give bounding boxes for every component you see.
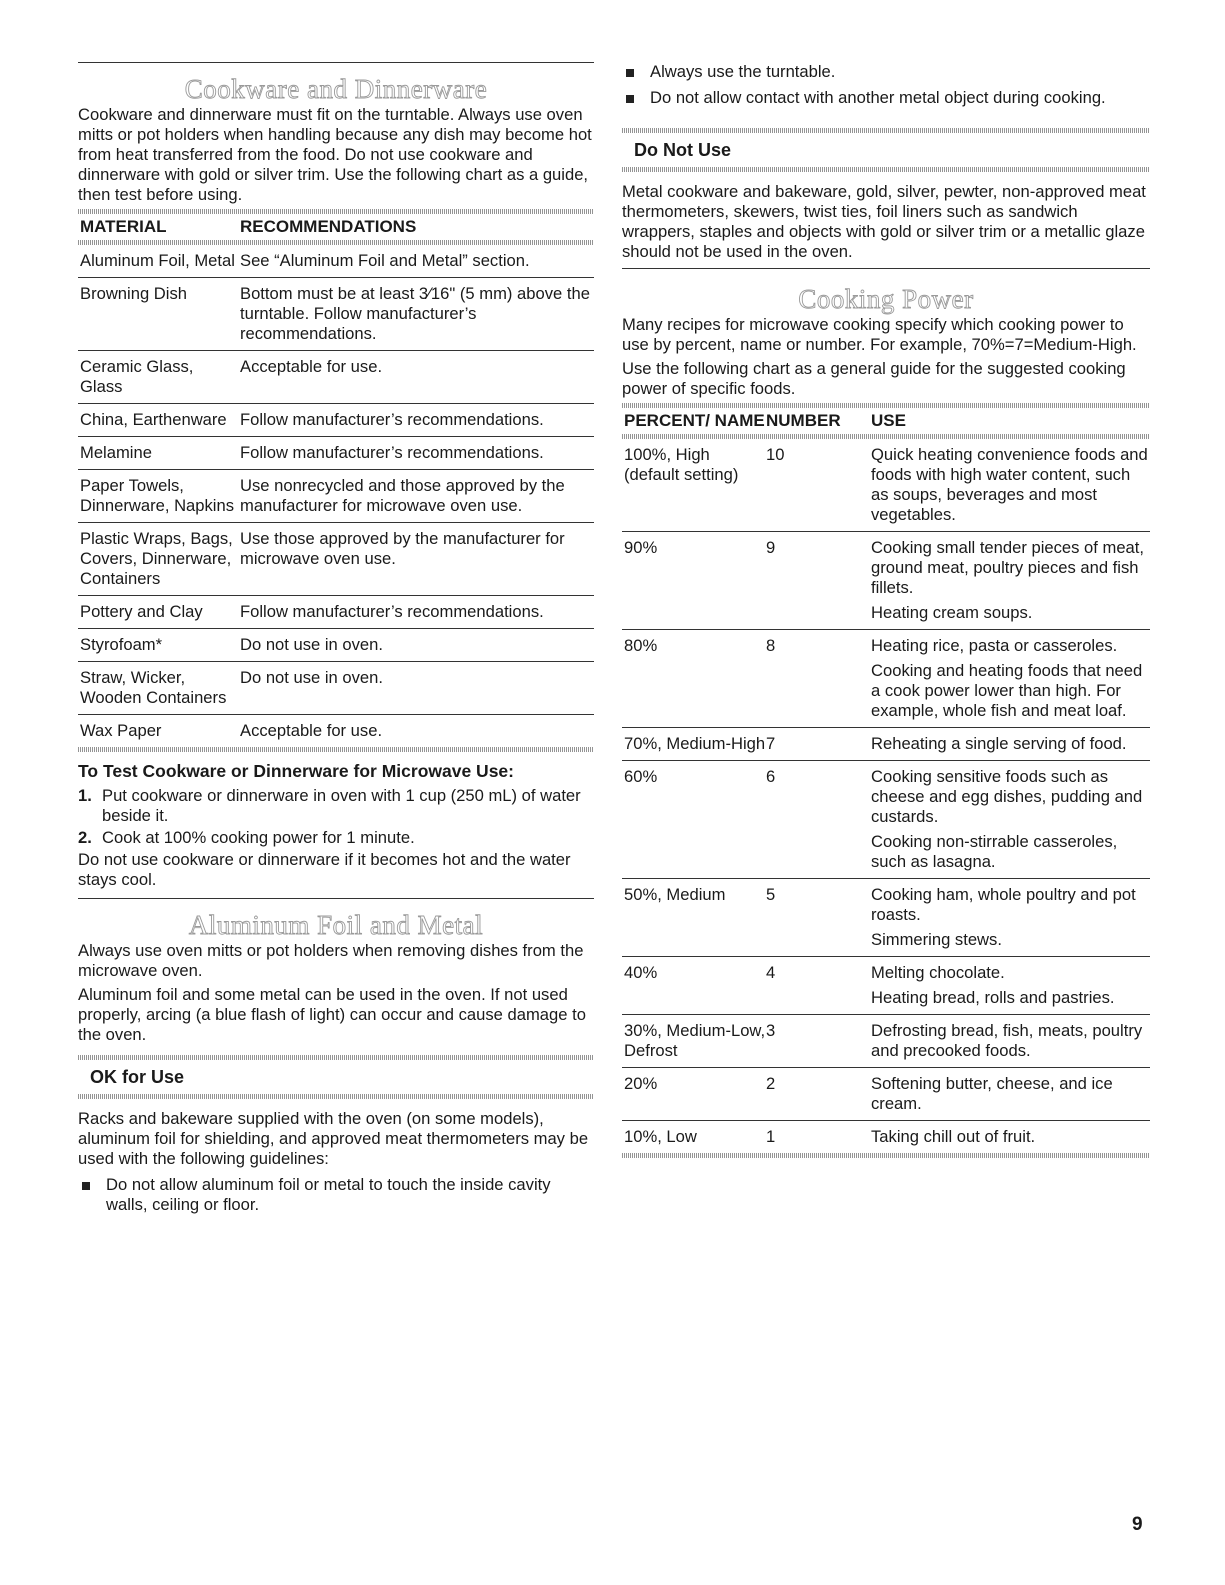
material-cell: Ceramic Glass, Glass (80, 357, 194, 396)
number-cell: 8 (766, 636, 776, 655)
foil-title: Aluminum Foil and Metal (188, 910, 484, 940)
material-cell: Melamine (80, 443, 152, 462)
list-item: Always use the turntable. (622, 62, 1150, 82)
dont-text: Metal cookware and bakeware, gold, silver, pewter, non-approved meat thermometers, skewers, twist ties, foil liners such as sandwich wrappers, staples and objects with gold or silver trim or a metallic glaze should not be used in the oven. (622, 182, 1146, 261)
percent-cell: 100%, High (default setting) (624, 445, 739, 484)
material-cell: Wax Paper (80, 721, 162, 740)
table-row (78, 277, 594, 350)
recommendation-cell: Follow manufacturer’s recommendations. (240, 443, 544, 462)
use-cell (871, 538, 1148, 623)
use-cell (871, 1021, 1148, 1061)
cookware-table-header (78, 214, 594, 240)
ok-bullets-right (622, 62, 1150, 108)
step-text: Cook at 100% cooking power for 1 minute. (102, 828, 415, 847)
percent-cell: 80% (624, 636, 658, 655)
use-line: Heating cream soups. (871, 603, 1033, 622)
dont-heading: Do Not Use (634, 140, 732, 160)
recommendation-cell: Bottom must be at least 3⁄16" (5 mm) above the turntable. Follow manufacturer’s recommendations. (240, 284, 590, 343)
power-table-header (622, 408, 1150, 434)
use-cell (871, 1074, 1148, 1114)
left-column (78, 62, 594, 1221)
table-row (78, 661, 594, 714)
material-cell: Straw, Wicker, Wooden Containers (80, 668, 227, 707)
recommendation-cell: Follow manufacturer’s recommendations. (240, 410, 544, 429)
number-cell: 6 (766, 767, 776, 786)
power-title: Cooking Power (798, 284, 974, 314)
use-line: Heating bread, rolls and pastries. (871, 988, 1115, 1007)
table-row (622, 629, 1150, 727)
cookware-table (78, 209, 594, 752)
power-paragraph-2: Use the following chart as a general guide for the suggested cooking power of specific foods. (622, 359, 1126, 398)
recommendation-cell: Use those approved by the manufacturer for microwave oven use. (240, 529, 565, 568)
ok-bullets-left (78, 1175, 594, 1215)
recommendation-cell: Use nonrecycled and those approved by the manufacturer for microwave oven use. (240, 476, 565, 515)
section-divider (78, 62, 594, 63)
use-line: Cooking non-stirrable casseroles, such as lasagna. (871, 832, 1118, 871)
percent-cell: 70%, Medium-High (624, 734, 766, 753)
percent-cell: 90% (624, 538, 658, 557)
bullet-icon (622, 62, 650, 82)
table-row (622, 531, 1150, 629)
use-line: Cooking ham, whole poultry and pot roasts. (871, 885, 1136, 924)
cookware-table-body (78, 245, 594, 747)
material-cell: Pottery and Clay (80, 602, 203, 621)
use-cell (871, 767, 1148, 872)
use-line: Cooking and heating foods that need a cook power lower than high. For example, whole fish and meat loaf. (871, 661, 1143, 720)
header-recommendations: RECOMMENDATIONS (240, 217, 417, 236)
header-percent-name: PERCENT/ NAME (624, 411, 765, 430)
table-row (78, 436, 594, 469)
step-text: Put cookware or dinnerware in oven with 1 cup (250 mL) of water beside it. (102, 786, 581, 825)
number-cell: 1 (766, 1127, 776, 1146)
table-row (622, 760, 1150, 878)
use-cell (871, 445, 1148, 525)
table-row (622, 439, 1150, 531)
table-row (622, 956, 1150, 1014)
page-number: 9 (1132, 1514, 1143, 1535)
table-row (78, 595, 594, 628)
table-row (78, 522, 594, 595)
percent-cell: 50%, Medium (624, 885, 726, 904)
use-line: Simmering stews. (871, 930, 1002, 949)
recommendation-cell: Acceptable for use. (240, 357, 383, 376)
power-paragraph-1: Many recipes for microwave cooking specify which cooking power to use by percent, name or number. For example, 70%=7=Medium-High. (622, 315, 1137, 354)
ok-heading: OK for Use (90, 1067, 185, 1087)
table-row (622, 727, 1150, 760)
percent-cell: 20% (624, 1074, 658, 1093)
foil-paragraph-1: Always use oven mitts or pot holders when removing dishes from the microwave oven. (78, 941, 584, 980)
use-line: Reheating a single serving of food. (871, 734, 1127, 753)
number-cell: 2 (766, 1074, 776, 1093)
power-table (622, 403, 1150, 1158)
use-cell (871, 963, 1148, 1008)
table-row (622, 1120, 1150, 1153)
number-cell: 3 (766, 1021, 776, 1040)
use-line: Heating rice, pasta or casseroles. (871, 636, 1118, 655)
bullet-icon (78, 1175, 106, 1215)
table-row (78, 628, 594, 661)
number-cell: 10 (766, 445, 785, 464)
test-steps (78, 786, 594, 848)
table-row (622, 1067, 1150, 1120)
use-line: Melting chocolate. (871, 963, 1005, 982)
header-material: MATERIAL (80, 217, 167, 236)
table-row (622, 1014, 1150, 1067)
list-item: Do not allow contact with another metal object during cooking. (622, 88, 1150, 108)
table-row (78, 469, 594, 522)
material-cell: Aluminum Foil, Metal (80, 251, 235, 270)
use-cell (871, 636, 1148, 721)
test-after: Do not use cookware or dinnerware if it becomes hot and the water stays cool. (78, 850, 571, 889)
recommendation-cell: Follow manufacturer’s recommendations. (240, 602, 544, 621)
use-cell (871, 885, 1148, 950)
use-line: Taking chill out of fruit. (871, 1127, 1036, 1146)
ok-text: Racks and bakeware supplied with the oven (on some models), aluminum foil for shielding, and approved meat thermometers may be used with the following guidelines: (78, 1109, 589, 1168)
material-cell: Styrofoam* (80, 635, 163, 654)
table-row (78, 245, 594, 277)
section-divider (622, 268, 1150, 269)
recommendation-cell: Acceptable for use. (240, 721, 383, 740)
header-number: NUMBER (766, 411, 841, 430)
table-row (78, 714, 594, 747)
percent-cell: 10%, Low (624, 1127, 697, 1146)
table-row (78, 350, 594, 403)
material-cell: China, Earthenware (80, 410, 227, 429)
section-divider (78, 898, 594, 899)
material-cell: Browning Dish (80, 284, 187, 303)
step-number: 2. (78, 828, 92, 847)
material-cell: Paper Towels, Dinnerware, Napkins (80, 476, 235, 515)
right-column (622, 62, 1150, 1158)
test-heading: To Test Cookware or Dinnerware for Microwave Use: (78, 761, 514, 781)
table-row (622, 878, 1150, 956)
use-line: Quick heating convenience foods and foods with high water content, such as soups, beverages and most vegetables. (871, 445, 1148, 524)
list-item (78, 828, 594, 848)
list-item (78, 786, 594, 826)
percent-cell: 30%, Medium-Low, Defrost (624, 1021, 766, 1060)
use-cell (871, 1127, 1148, 1147)
use-cell (871, 734, 1148, 754)
use-line: Cooking sensitive foods such as cheese and egg dishes, pudding and custards. (871, 767, 1143, 826)
cookware-intro: Cookware and dinnerware must fit on the turntable. Always use oven mitts or pot holders when handling because any dish may become hot from heat transferred from the food. Do not use cookware and dinnerware with gold or silver trim. Use the following chart as a guide, then test before using. (78, 105, 592, 204)
step-number: 1. (78, 786, 92, 805)
header-use: USE (871, 411, 906, 430)
number-cell: 7 (766, 734, 776, 753)
power-table-body (622, 439, 1150, 1153)
use-line: Defrosting bread, fish, meats, poultry and precooked foods. (871, 1021, 1143, 1060)
foil-paragraph-2: Aluminum foil and some metal can be used in the oven. If not used properly, arcing (a blue flash of light) can occur and cause damage to the oven. (78, 985, 586, 1044)
number-cell: 4 (766, 963, 776, 982)
percent-cell: 40% (624, 963, 658, 982)
use-line: Softening butter, cheese, and ice cream. (871, 1074, 1113, 1113)
recommendation-cell: Do not use in oven. (240, 635, 383, 654)
percent-cell: 60% (624, 767, 658, 786)
cookware-title: Cookware and Dinnerware (184, 74, 488, 104)
number-cell: 9 (766, 538, 776, 557)
list-item: Do not allow aluminum foil or metal to touch the inside cavity walls, ceiling or floor. (78, 1175, 594, 1215)
number-cell: 5 (766, 885, 776, 904)
recommendation-cell: See “Aluminum Foil and Metal” section. (240, 251, 530, 270)
bullet-icon (622, 88, 650, 108)
material-cell: Plastic Wraps, Bags, Covers, Dinnerware, Containers (80, 529, 233, 588)
table-row (78, 403, 594, 436)
recommendation-cell: Do not use in oven. (240, 668, 383, 687)
use-line: Cooking small tender pieces of meat, ground meat, poultry pieces and fish fillets. (871, 538, 1145, 597)
